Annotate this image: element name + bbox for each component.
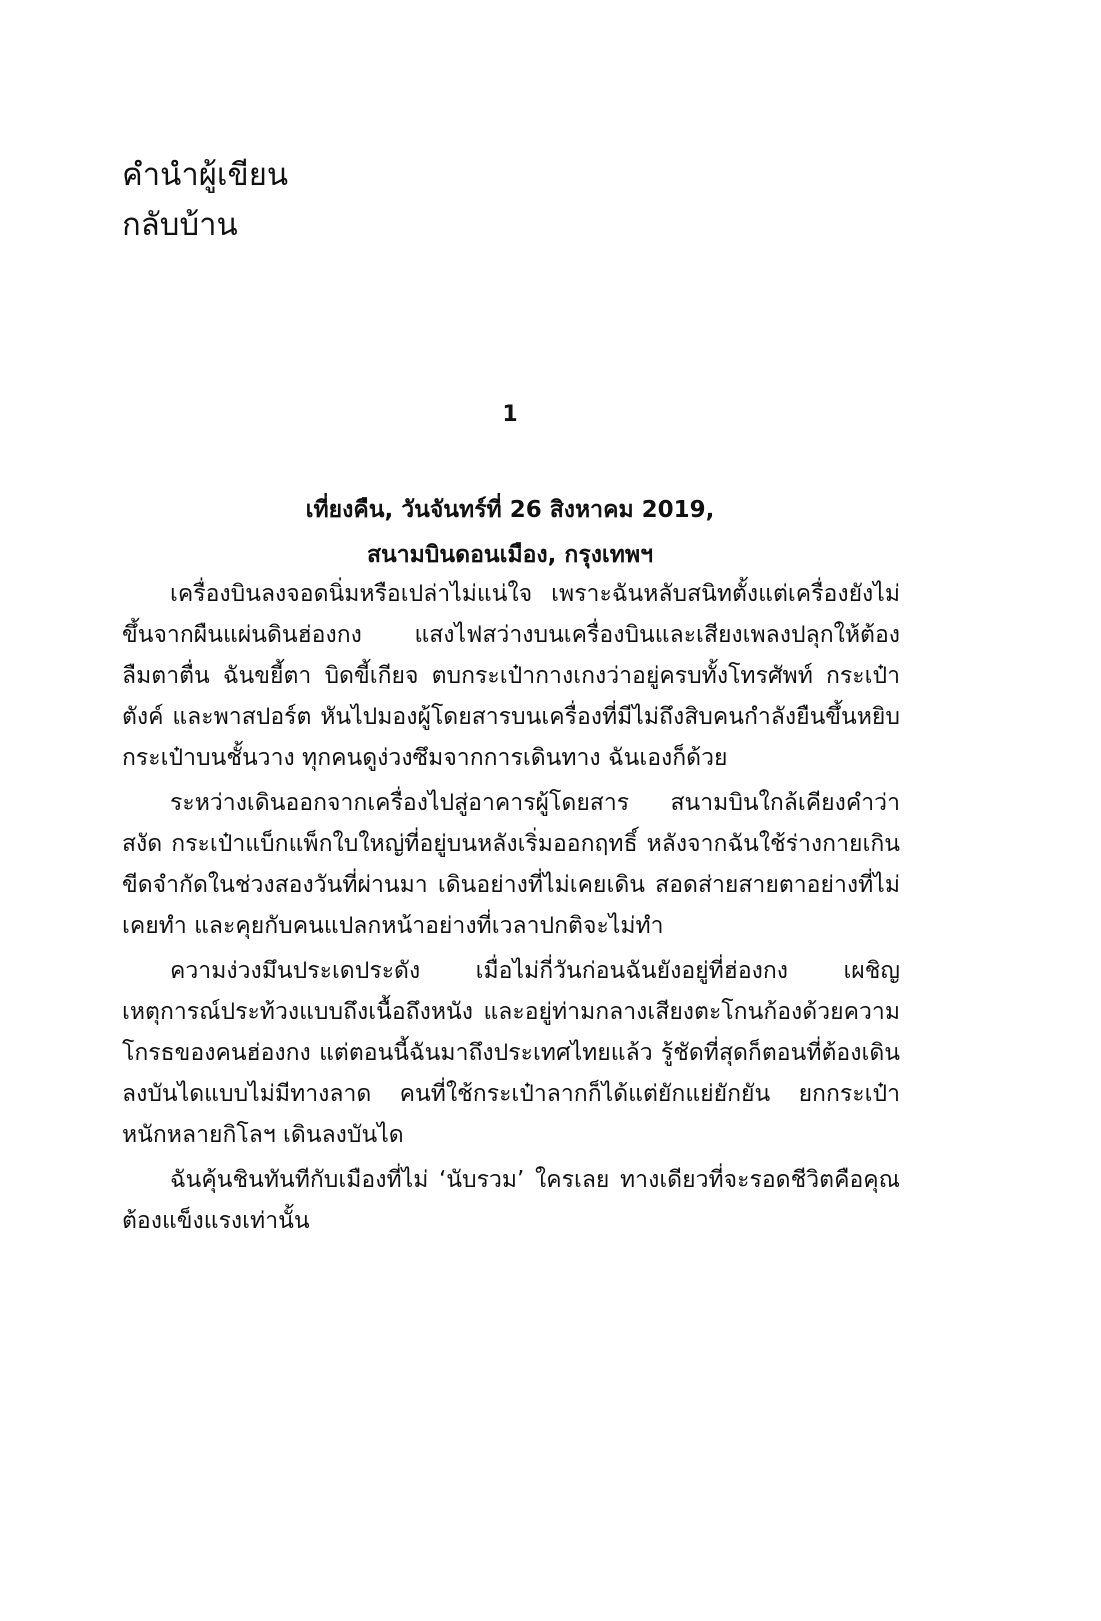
chapter-heading [0,488,1020,578]
chapter-body [122,574,900,1246]
chapter-heading-line-2: สนามบินดอนเมือง, กรุงเทพฯ [366,542,654,568]
chapter-number: 1 [502,402,518,427]
paragraph-4: ฉันคุ้นชินทันทีกับเมืองที่ไม่ ‘นับรวม’ ใครเลย ทางเดียวที่จะรอดชีวิตคือคุณต้องแข็งแรงเท่านั้น [122,1167,900,1234]
chapter-heading-line-1: เที่ยงคืน, วันจันทร์ที่ 26 สิงหาคม 2019, [305,497,715,523]
paragraph-3: ความง่วงมึนประเดประดัง เมื่อไม่กี่วันก่อนฉันยังอยู่ที่ฮ่องกง เผชิญเหตุการณ์ประท้วงแบบถึงเนื้อถึงหนัง และอยู่ท่ามกลางเสียงตะโกนก้องด้วยความโกรธของคนฮ่องกง แต่ตอนนี้ฉันมาถึงประเทศไทยแล้ว รู้ชัดที่สุดก็ตอนที่ต้องเดินลงบันไดแบบไม่มีทางลาด คนที่ใช้กระเป๋าลากก็ได้แต่ยักแย่ยักยัน ยกกระเป๋าหนักหลายกิโลฯ เดินลงบันได [122,958,900,1148]
book-title: กลับบ้าน [122,207,238,243]
preface-label: คำนำผู้เขียน [122,157,289,193]
paragraph-2: ระหว่างเดินออกจากเครื่องไปสู่อาคารผู้โดยสาร สนามบินใกล้เคียงคำว่าสงัด กระเป๋าแบ็กแพ็กใบใหญ่ที่อยู่บนหลังเริ่มออกฤทธิ์ หลังจากฉันใช้ร่างกายเกินขีดจำกัดในช่วงสองวันที่ผ่านมา เดินอย่างที่ไม่เคยเดิน สอดส่ายสายตาอย่างที่ไม่เคยทำ และคุยกับคนแปลกหน้าอย่างที่เวลาปกติจะไม่ทำ [122,790,900,939]
paragraph-1: เครื่องบินลงจอดนิ่มหรือเปล่าไม่แน่ใจ เพราะฉันหลับสนิทตั้งแต่เครื่องยังไม่ขึ้นจากผืนแผ่นดินฮ่องกง แสงไฟสว่างบนเครื่องบินและเสียงเพลงปลุกให้ต้องลืมตาตื่น ฉันขยี้ตา บิดขี้เกียจ ตบกระเป๋ากางเกงว่าอยู่ครบทั้งโทรศัพท์ กระเป๋าตังค์ และพาสปอร์ต หันไปมองผู้โดยสารบนเครื่องที่มีไม่ถึงสิบคนกำลังยืนขึ้นหยิบกระเป๋าบนชั้นวาง ทุกคนดูง่วงซึมจากการเดินทาง ฉันเองก็ด้วย [122,581,900,771]
page-heading-block [122,150,288,250]
